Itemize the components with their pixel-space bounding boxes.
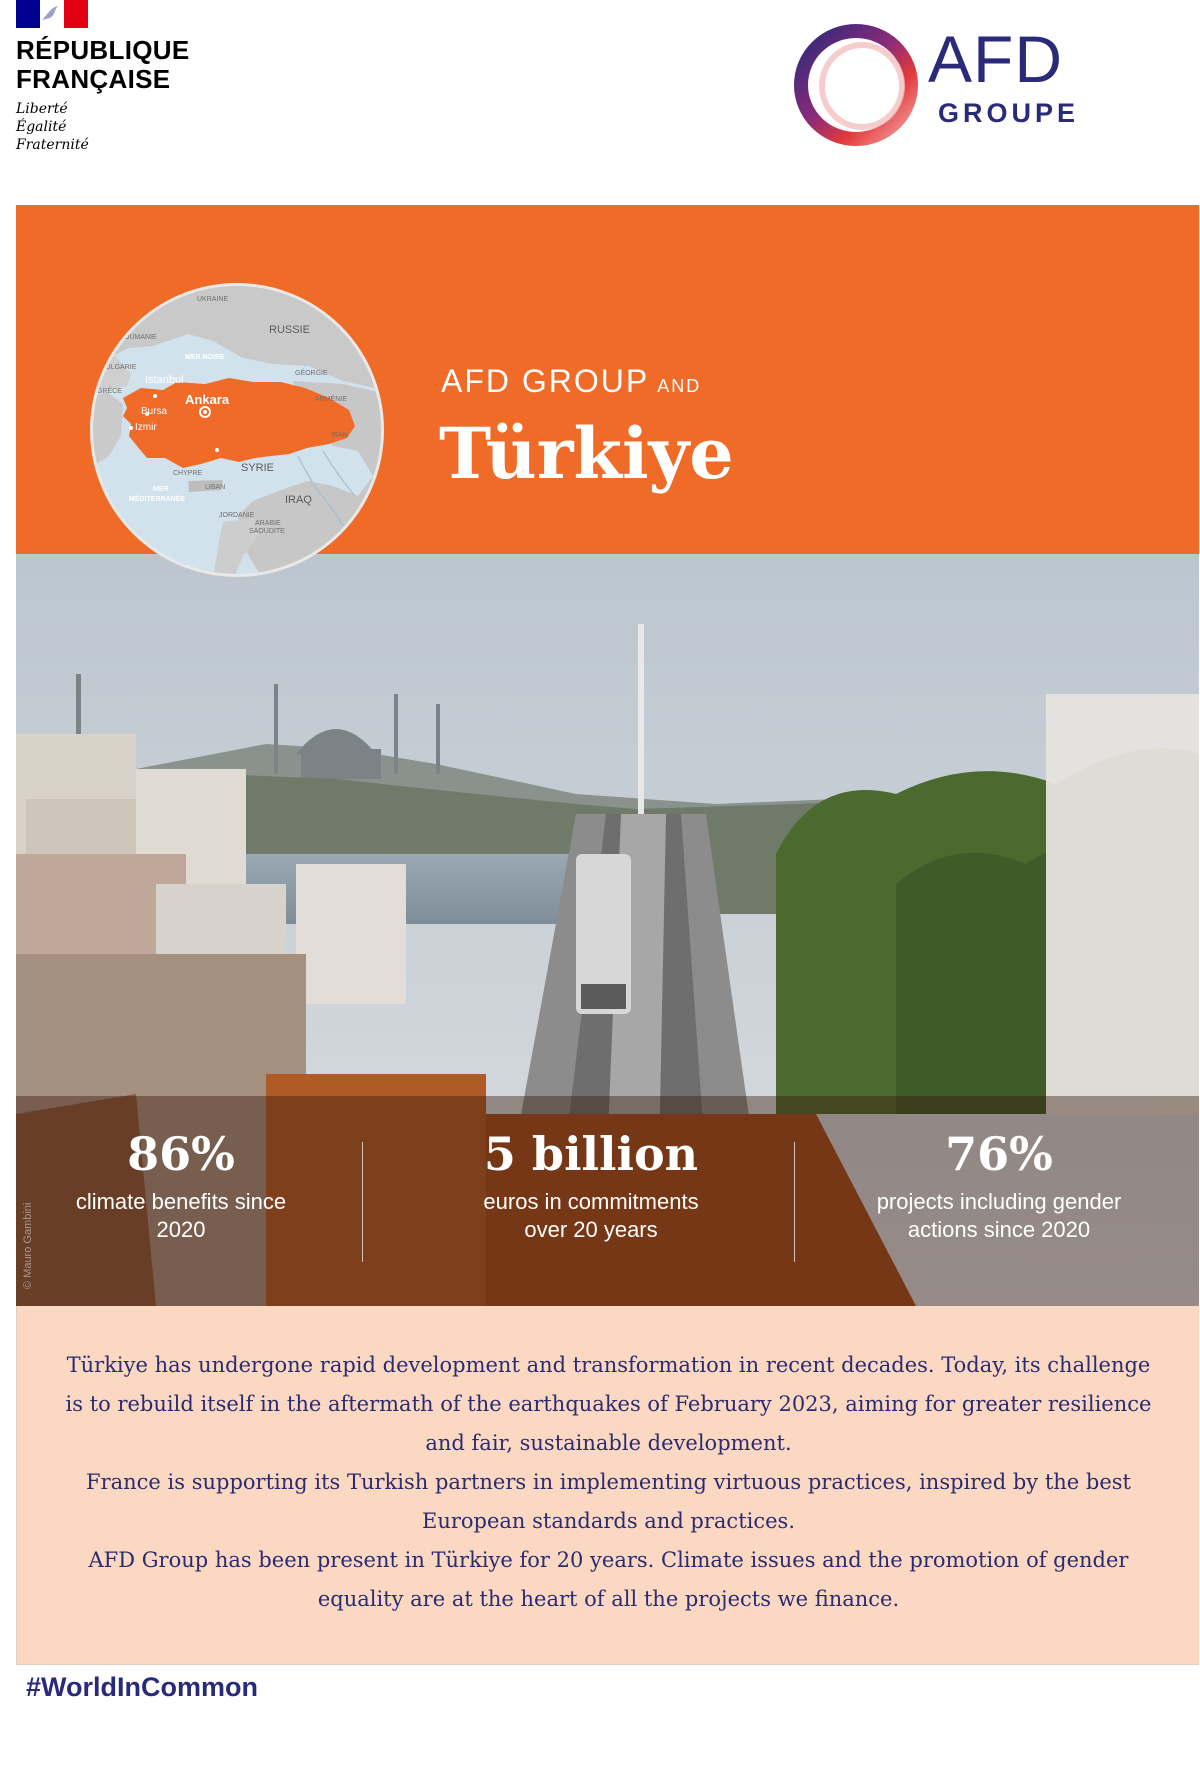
map-label-ankara: Ankara <box>185 392 230 407</box>
map-label-armenie: ARMÉNIE <box>315 396 347 403</box>
marianne-flag-icon <box>16 0 88 28</box>
stat-divider <box>794 1142 795 1262</box>
istanbul-photo <box>16 554 1199 1306</box>
map-label-mer-1: MER <box>153 486 169 493</box>
stat-label-line-2: actions since 2020 <box>907 1217 1091 1242</box>
map-label-bulgarie: BULGARIE <box>101 364 137 371</box>
afd-groupe-logo <box>790 20 1100 150</box>
map-label-iraq: IRAQ <box>285 494 312 506</box>
description-paragraph-3: AFD Group has been present in Türkiye for 20 years. Climate issues and the promotion of gender equality are at the heart of all the projects we finance. <box>88 1548 1129 1611</box>
description-paragraph-2: France is supporting its Turkish partners in implementing virtuous practices, inspired by the best European standards and practices. <box>86 1470 1131 1533</box>
stat-value: 5 billion <box>483 1127 699 1181</box>
stat-gender <box>834 1126 1164 1244</box>
map-label-mer-noire: MER NOIRE <box>185 354 225 361</box>
map-label-iran: IRAN <box>331 432 348 439</box>
stat-label <box>16 1188 346 1244</box>
title-band <box>16 205 1199 554</box>
stat-divider <box>362 1142 363 1262</box>
description-paragraph-1: Türkiye has undergone rapid development and transformation in recent decades. Today, its challenge is to rebuild itself in the aftermath of the earthquakes of February 2023, aiming for greater resilience and fair, sustainable development. <box>65 1353 1152 1455</box>
map-label-arabie-2: SAOUDITE <box>249 528 285 535</box>
motto-egalite: Égalité <box>16 119 67 135</box>
stat-label-line-1: euros in commitments <box>483 1189 699 1214</box>
map-label-roumanie: ROUMANIE <box>119 334 157 341</box>
hashtag: #WorldInCommon <box>26 1672 258 1702</box>
stat-value: 76% <box>945 1127 1053 1181</box>
republique-francaise-logo <box>16 0 206 154</box>
description-box <box>16 1306 1199 1665</box>
map-label-syrie: SYRIE <box>241 462 275 474</box>
map-label-russie: RUSSIE <box>269 324 310 336</box>
stat-climate <box>16 1126 346 1244</box>
turkey-map <box>90 283 384 577</box>
map-label-grece: GRÈCE <box>97 388 122 395</box>
map-label-liban: LIBAN <box>205 484 226 491</box>
map-label-mer-2: MÉDITERRANÉE <box>129 496 186 503</box>
stat-label-line-1: projects including gender <box>876 1189 1122 1214</box>
map-label-ukraine: UKRAINE <box>197 296 229 303</box>
afd-subtitle: GROUPE <box>938 98 1080 128</box>
republique-francaise-name <box>16 36 206 94</box>
stat-label <box>426 1188 756 1244</box>
map-label-bursa: Bursa <box>141 406 168 417</box>
stat-commitments <box>426 1126 756 1244</box>
stat-label <box>834 1188 1164 1244</box>
photo-credit: © Mauro Gambini <box>22 1202 34 1289</box>
stat-label-line-2: 2020 <box>156 1217 206 1242</box>
stat-label-line-1: climate benefits since <box>75 1189 287 1214</box>
motto-liberte: Liberté <box>16 101 68 117</box>
map-label-jordanie: JORDANIE <box>219 512 255 519</box>
motto-fraternite: Fraternité <box>16 137 89 153</box>
band-title <box>441 363 701 400</box>
country-name: Türkiye <box>439 412 734 495</box>
republique-line-1: RÉPUBLIQUE <box>16 35 190 65</box>
map-label-georgie: GÉORGIE <box>295 370 328 377</box>
afd-ring-icon <box>790 20 922 150</box>
stat-value: 86% <box>127 1127 235 1181</box>
afd-wordmark: AFD <box>928 22 1063 96</box>
map-label-arabie-1: ARABIE <box>255 520 281 527</box>
republique-motto <box>16 100 206 154</box>
map-label-izmir: Izmir <box>135 422 157 433</box>
map-label-istanbul: Istanbul <box>145 374 184 386</box>
band-title-main: AFD GROUP <box>441 363 650 399</box>
map-label-chypre: CHYPRE <box>173 470 203 477</box>
republique-line-2: FRANÇAISE <box>16 64 171 94</box>
stat-label-line-2: over 20 years <box>524 1217 658 1242</box>
band-title-suffix: AND <box>657 376 702 396</box>
